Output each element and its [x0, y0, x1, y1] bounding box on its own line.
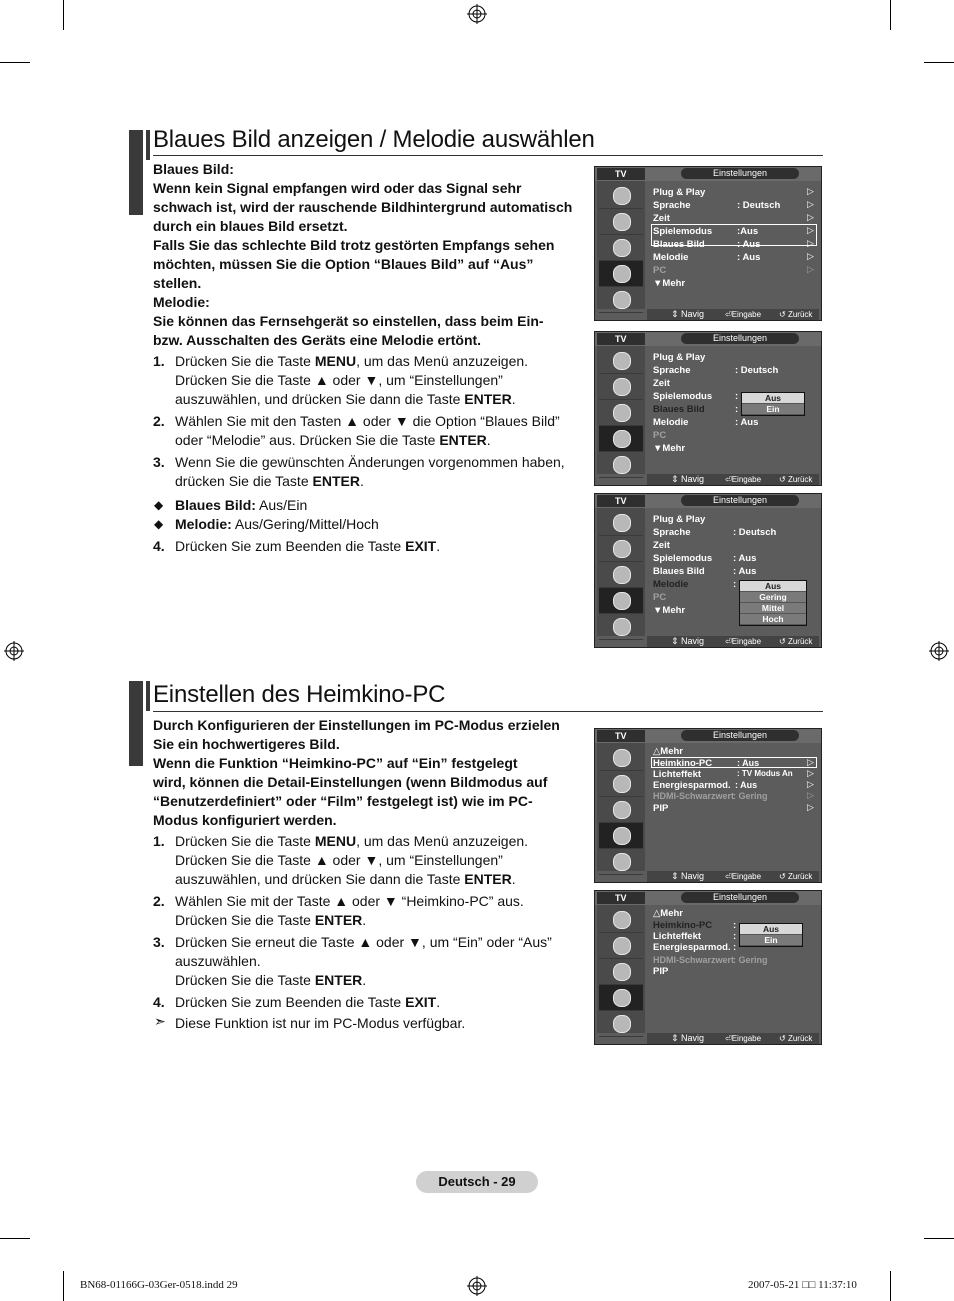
bullet-value: Aus/Ein	[255, 497, 308, 513]
bullet-item	[153, 496, 583, 515]
input-icon	[599, 849, 643, 875]
navig-label: Navig	[681, 871, 705, 881]
step-text: , um das Menü anzuzeigen.	[356, 353, 529, 369]
step-number: 1.	[153, 833, 165, 849]
step-number: 2.	[153, 413, 165, 429]
step-item	[153, 537, 583, 556]
intro-line: Falls Sie das schlechte Bild trotz gestörten Empfangs sehen	[153, 237, 555, 253]
step-line	[175, 851, 583, 870]
step-number: 4.	[153, 538, 165, 554]
intro-line: stellen.	[153, 275, 202, 291]
intro-line: Modus konfiguriert werden.	[153, 812, 337, 828]
section-title: Einstellen des Heimkino-PC	[153, 681, 446, 708]
arrow-right-icon: ▷	[807, 212, 814, 222]
menu-footer	[647, 871, 819, 882]
menu-value: : Aus	[737, 239, 761, 250]
tv-menu-screen	[594, 890, 822, 1045]
step-key: ENTER	[464, 391, 512, 407]
menu-value: :	[733, 942, 737, 953]
navig-icon: ⇕	[671, 474, 682, 484]
sound-icon	[599, 209, 643, 235]
step-key: ENTER	[464, 871, 512, 887]
menu-item: PIP	[653, 803, 669, 814]
menu-sidebar	[597, 905, 645, 1033]
option-item[interactable]: Aus	[742, 393, 804, 404]
step-key: ENTER	[314, 912, 363, 928]
intro-line: durch ein blaues Bild ersetzt.	[153, 218, 348, 234]
menu-item: Plug & Play	[653, 187, 706, 198]
menu-value: :Aus	[737, 226, 759, 237]
picture-icon	[599, 510, 643, 536]
step-text: .	[362, 912, 367, 928]
channel-icon	[599, 235, 643, 261]
menu-item: PC	[653, 430, 667, 441]
menu-item: ▼Mehr	[653, 605, 686, 616]
menu-item: Zeit	[653, 213, 670, 224]
step-line	[175, 933, 583, 952]
menu-value: :	[733, 920, 737, 931]
menu-item: PIP	[653, 966, 669, 977]
menu-value: : Gering	[733, 955, 768, 965]
registration-mark-icon	[467, 1276, 487, 1296]
step-text: auszuwählen, und drücken Sie dann die Taste	[175, 391, 465, 407]
tv-tab: TV	[597, 892, 645, 904]
crop-mark	[0, 1238, 30, 1239]
intro-line: Wenn kein Signal empfangen wird oder das Signal sehr	[153, 180, 522, 196]
date-slug: 2007-05-21 □□ 11:37:10	[748, 1279, 857, 1291]
arrow-right-icon: ▷	[807, 264, 814, 274]
crop-mark	[63, 1271, 64, 1301]
arrow-right-icon: ▷	[807, 225, 814, 235]
step-line	[175, 390, 583, 409]
navig-label: Navig	[681, 1033, 705, 1043]
step-text: Drücken Sie zum Beenden die Taste	[175, 994, 406, 1010]
option-item[interactable]: Aus	[740, 581, 806, 592]
tv-menu-screen	[594, 166, 822, 321]
tv-tab: TV	[597, 730, 645, 742]
step-number: 2.	[153, 893, 165, 909]
section-rule	[153, 155, 823, 156]
option-dropdown	[741, 392, 805, 416]
return-icon: ↺	[779, 1034, 788, 1043]
menu-item: Zeit	[653, 540, 670, 551]
zurueck-label: Zurück	[787, 475, 813, 484]
intro-line: Sie ein hochwertigeres Bild.	[153, 736, 340, 752]
menu-value: : Aus	[735, 780, 758, 790]
menu-item: Spielemodus	[653, 226, 713, 237]
option-item[interactable]: Aus	[740, 924, 802, 935]
arrow-right-icon: ▷	[807, 238, 814, 248]
step-text: .	[359, 473, 364, 489]
option-item[interactable]: Gering	[740, 592, 806, 603]
menu-item: △Mehr	[653, 908, 684, 919]
eingabe-label: Eingabe	[731, 310, 762, 319]
step-line	[175, 431, 583, 450]
section-rule	[153, 711, 823, 712]
menu-item: Spielemodus	[653, 391, 713, 402]
menu-footer	[647, 474, 819, 485]
channel-icon	[599, 797, 643, 823]
intro-line: Melodie:	[153, 294, 210, 310]
menu-item: Melodie	[653, 417, 689, 428]
sound-icon	[599, 536, 643, 562]
note-item	[153, 1014, 583, 1033]
crop-mark	[924, 62, 954, 63]
steps-list	[153, 832, 583, 1012]
step-item	[153, 993, 583, 1012]
tv-tab: TV	[597, 168, 645, 180]
bullet-label: Melodie:	[175, 516, 232, 532]
menu-item: Blaues Bild	[653, 239, 705, 250]
menu-value: : Aus	[737, 252, 761, 263]
step-text: Drücken Sie die Taste	[175, 972, 315, 988]
step-text: Drücken Sie zum Beenden die Taste	[175, 538, 406, 554]
menu-title: Einstellungen	[681, 892, 799, 903]
option-dropdown	[739, 580, 807, 626]
step-line	[175, 971, 583, 990]
menu-value: : Aus	[737, 758, 760, 768]
intro-line: “Benutzerdefiniert” oder “Film” festgelegt ist) wie im PC-	[153, 793, 533, 809]
step-number: 4.	[153, 994, 165, 1010]
input-icon	[599, 614, 643, 640]
step-line	[175, 352, 583, 371]
menu-item: Sprache	[653, 527, 691, 538]
menu-title: Einstellungen	[681, 730, 799, 741]
zurueck-label: Zurück	[787, 637, 813, 646]
menu-item: Blaues Bild	[653, 404, 705, 415]
channel-icon	[599, 562, 643, 588]
menu-sidebar	[597, 508, 645, 636]
intro-line: bzw. Ausschalten des Geräts eine Melodie ertönt.	[153, 332, 482, 348]
crop-mark	[890, 0, 891, 30]
arrow-right-icon: ▷	[807, 779, 814, 789]
registration-mark-icon	[4, 641, 24, 661]
menu-item: PC	[653, 592, 667, 603]
picture-icon	[599, 745, 643, 771]
step-item	[153, 453, 583, 491]
eingabe-label: Eingabe	[731, 475, 762, 484]
step-text: .	[436, 994, 441, 1010]
intro-line: Sie können das Fernsehgerät so einstellen, dass beim Ein-	[153, 313, 544, 329]
step-key: ENTER	[312, 473, 360, 489]
section2-text	[153, 716, 583, 1033]
menu-value: : Aus	[733, 553, 757, 564]
note-text: Diese Funktion ist nur im PC-Modus verfügbar.	[175, 1015, 466, 1031]
step-line	[175, 453, 583, 472]
step-text: .	[436, 538, 441, 554]
step-text: auszuwählen, und drücken Sie dann die Taste	[175, 871, 465, 887]
bullet-label: Blaues Bild:	[175, 497, 256, 513]
enter-icon: ⏎	[725, 872, 732, 881]
menu-value: : Deutsch	[737, 200, 781, 211]
menu-footer	[647, 1033, 819, 1044]
menu-title: Einstellungen	[681, 333, 799, 344]
menu-value: : Gering	[733, 791, 768, 801]
diamond-icon: ◆	[154, 498, 164, 512]
section-bar	[146, 681, 150, 711]
step-text: Wählen Sie mit den Tasten ▲ oder ▼ die Option “Blaues Bild”	[175, 413, 560, 429]
arrow-right-icon: ▷	[807, 199, 814, 209]
step-text: Drücken Sie die Taste ▲ oder ▼, um “Einstellungen”	[175, 372, 503, 388]
navig-icon: ⇕	[671, 871, 682, 881]
menu-item: Heimkino-PC	[653, 758, 713, 769]
menu-item: ▼Mehr	[653, 443, 686, 454]
menu-item: Plug & Play	[653, 514, 706, 525]
menu-item: Plug & Play	[653, 352, 706, 363]
navig-icon: ⇕	[671, 1033, 682, 1043]
menu-item: Melodie	[653, 579, 689, 590]
step-text: Drücken Sie die Taste ▲ oder ▼, um “Einstellungen”	[175, 852, 503, 868]
step-key: EXIT	[405, 538, 437, 554]
menu-title: Einstellungen	[681, 495, 799, 506]
step-item	[153, 832, 583, 889]
step-text: , um das Menü anzuzeigen.	[356, 833, 529, 849]
menu-value: : Deutsch	[735, 365, 779, 376]
menu-item: Melodie	[653, 252, 689, 263]
step-text: .	[486, 432, 491, 448]
tv-menu-screen	[594, 331, 822, 486]
menu-item: Zeit	[653, 378, 670, 389]
tv-tab: TV	[597, 495, 645, 507]
picture-icon	[599, 348, 643, 374]
intro-line: Blaues Bild:	[153, 161, 234, 177]
step-text: .	[511, 871, 516, 887]
zurueck-label: Zurück	[787, 1034, 813, 1043]
arrow-right-icon: ▷	[807, 768, 814, 778]
step-text: oder “Melodie” aus. Drücken Sie die Taste	[175, 432, 440, 448]
menu-value: :	[735, 404, 739, 415]
step-line	[175, 952, 583, 971]
enter-icon: ⏎	[725, 310, 732, 319]
menu-item: ▼Mehr	[653, 278, 686, 289]
navig-label: Navig	[681, 636, 705, 646]
input-icon	[599, 1011, 643, 1037]
menu-value: : TV Modus An	[737, 769, 793, 778]
tv-menu-screen	[594, 493, 822, 648]
menu-title: Einstellungen	[681, 168, 799, 179]
step-line	[175, 870, 583, 889]
return-icon: ↺	[779, 310, 788, 319]
section-bar	[129, 130, 143, 215]
intro-line: schwach ist, wird der rauschende Bildhintergrund automatisch	[153, 199, 573, 215]
bullet-item	[153, 515, 583, 534]
step-number: 3.	[153, 934, 165, 950]
step-text: Wählen Sie mit der Taste ▲ oder ▼ “Heimkino-PC” aus.	[175, 893, 524, 909]
intro-line: wird, können die Detail-Einstellungen (wenn Bildmodus auf	[153, 774, 548, 790]
step-text: Drücken Sie die Taste	[175, 912, 315, 928]
arrow-right-icon: ▷	[807, 251, 814, 261]
setup-gear-icon	[599, 985, 643, 1011]
channel-icon	[599, 400, 643, 426]
menu-item: Energiesparmod.	[653, 780, 731, 791]
setup-gear-icon	[599, 823, 643, 849]
enter-icon: ⏎	[725, 637, 732, 646]
crop-mark	[890, 1271, 891, 1301]
enter-icon: ⏎	[725, 1034, 732, 1043]
bullet-value: Aus/Gering/Mittel/Hoch	[231, 516, 379, 532]
crop-mark	[63, 0, 64, 30]
step-line	[175, 472, 583, 491]
page-number: Deutsch - 29	[416, 1171, 538, 1193]
intro-line: möchten, müssen Sie die Option “Blaues Bild” auf “Aus”	[153, 256, 534, 272]
navig-label: Navig	[681, 474, 705, 484]
menu-item: Blaues Bild	[653, 566, 705, 577]
step-key: MENU	[314, 833, 357, 849]
eingabe-label: Eingabe	[731, 637, 762, 646]
enter-icon: ⏎	[725, 475, 732, 484]
intro-line: Durch Konfigurieren der Einstellungen im PC-Modus erzielen	[153, 717, 560, 733]
step-item	[153, 933, 583, 990]
section1-text	[153, 160, 583, 556]
menu-sidebar	[597, 743, 645, 871]
step-number: 3.	[153, 454, 165, 470]
menu-item: Heimkino-PC	[653, 920, 713, 931]
setup-gear-icon	[599, 261, 643, 287]
step-line	[175, 892, 583, 911]
menu-item: Sprache	[653, 200, 691, 211]
menu-value: : Aus	[733, 566, 757, 577]
steps-list	[153, 352, 583, 491]
section-bar	[129, 681, 143, 766]
option-dropdown	[739, 923, 803, 947]
zurueck-label: Zurück	[787, 872, 813, 881]
step-text: Wenn Sie die gewünschten Änderungen vorgenommen haben,	[175, 454, 565, 470]
menu-value: : Deutsch	[733, 527, 777, 538]
tv-menu-screen	[594, 728, 822, 883]
channel-icon	[599, 959, 643, 985]
step-item	[153, 412, 583, 450]
step-text: Drücken Sie erneut die Taste ▲ oder ▼, um “Ein” oder “Aus”	[175, 934, 552, 950]
return-icon: ↺	[779, 872, 788, 881]
menu-item: △Mehr	[653, 746, 684, 757]
step-key: EXIT	[405, 994, 437, 1010]
zurueck-label: Zurück	[787, 310, 813, 319]
eingabe-label: Eingabe	[731, 1034, 762, 1043]
return-icon: ↺	[779, 475, 788, 484]
registration-mark-icon	[467, 4, 487, 24]
input-icon	[599, 452, 643, 478]
menu-sidebar	[597, 181, 645, 309]
section-title: Blaues Bild anzeigen / Melodie auswählen	[153, 126, 595, 153]
step-text: auszuwählen.	[175, 953, 261, 969]
menu-footer	[647, 636, 819, 647]
menu-value: :	[733, 931, 737, 942]
intro-line: Wenn die Funktion “Heimkino-PC” auf “Ein” festgelegt	[153, 755, 518, 771]
step-line	[175, 832, 583, 851]
step-line	[175, 911, 583, 930]
step-key: ENTER	[314, 972, 363, 988]
input-icon	[599, 287, 643, 313]
step-text: drücken Sie die Taste	[175, 473, 313, 489]
step-number: 1.	[153, 353, 165, 369]
file-slug: BN68-01166G-03Ger-0518.indd 29	[80, 1279, 238, 1291]
diamond-icon: ◆	[154, 517, 164, 531]
menu-item: PC	[653, 265, 667, 276]
option-item[interactable]: Mittel	[740, 603, 806, 614]
tv-tab: TV	[597, 333, 645, 345]
menu-item: Sprache	[653, 365, 691, 376]
note-arrow-icon: ➣	[154, 1013, 166, 1029]
step-key: MENU	[314, 353, 357, 369]
arrow-right-icon: ▷	[807, 802, 814, 812]
step-line	[175, 371, 583, 390]
sound-icon	[599, 374, 643, 400]
menu-value: : Aus	[735, 417, 759, 428]
eingabe-label: Eingabe	[731, 872, 762, 881]
step-key: ENTER	[439, 432, 487, 448]
return-icon: ↺	[779, 637, 788, 646]
menu-sidebar	[597, 346, 645, 474]
step-item	[153, 352, 583, 409]
arrow-right-icon: ▷	[807, 757, 814, 767]
sound-icon	[599, 771, 643, 797]
step-line	[175, 412, 583, 431]
option-item[interactable]: Hoch	[740, 614, 806, 625]
navig-label: Navig	[681, 309, 705, 319]
crop-mark	[0, 62, 30, 63]
menu-item: Lichteffekt	[653, 769, 702, 780]
menu-value: :	[735, 391, 739, 402]
menu-item: HDMI-Schwarzwert	[653, 955, 735, 965]
picture-icon	[599, 183, 643, 209]
step-text: Drücken Sie die Taste	[175, 833, 315, 849]
step-text: .	[511, 391, 516, 407]
menu-item: Energiesparmod.	[653, 942, 731, 953]
picture-icon	[599, 907, 643, 933]
option-item[interactable]: Ein	[740, 935, 802, 946]
menu-item: HDMI-Schwarzwert	[653, 791, 735, 801]
arrow-right-icon: ▷	[807, 790, 814, 800]
step-text: .	[362, 972, 367, 988]
setup-gear-icon	[599, 426, 643, 452]
crop-mark	[924, 1238, 954, 1239]
registration-mark-icon	[929, 641, 949, 661]
menu-item: Lichteffekt	[653, 931, 702, 942]
arrow-right-icon: ▷	[807, 186, 814, 196]
step-line	[175, 993, 583, 1012]
sound-icon	[599, 933, 643, 959]
section-bar	[146, 130, 150, 160]
menu-value: :	[733, 579, 737, 590]
setup-gear-icon	[599, 588, 643, 614]
navig-icon: ⇕	[671, 636, 682, 646]
menu-footer	[647, 309, 819, 320]
navig-icon: ⇕	[671, 309, 682, 319]
menu-item: Spielemodus	[653, 553, 713, 564]
step-item	[153, 892, 583, 930]
option-item[interactable]: Ein	[742, 404, 804, 415]
step-text: Drücken Sie die Taste	[175, 353, 315, 369]
